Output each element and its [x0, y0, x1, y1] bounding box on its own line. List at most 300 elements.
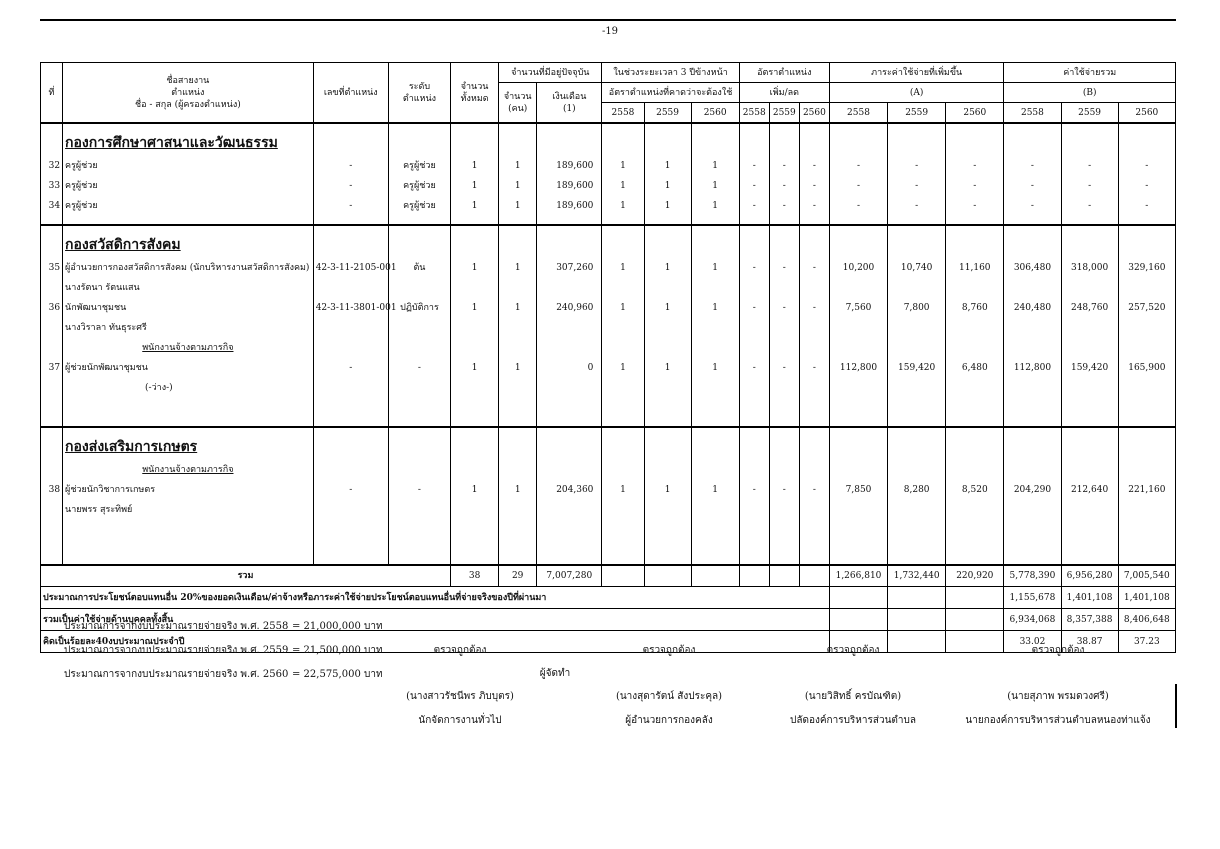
burden-value: - [888, 156, 946, 176]
cost-value: 306,480 [1004, 258, 1061, 298]
future-rate: 1 [691, 338, 739, 427]
current-salary: 204,360 [537, 460, 602, 540]
holder-name: นางรัตนา รัตนแสน [65, 283, 140, 293]
rate-change: - [769, 338, 799, 427]
col-burden-sub: (A) [829, 83, 1003, 103]
empty-cell [602, 565, 644, 587]
rate-change: - [739, 298, 769, 338]
empty-cell [451, 427, 499, 460]
burden-value: - [946, 156, 1004, 176]
burden-value: 10,200 [829, 258, 887, 298]
section-title-text: กองส่งเสริมการเกษตร [65, 439, 198, 455]
position-level: ครูผู้ช่วย [388, 156, 450, 176]
year-header-change-2559: 2559 [769, 103, 799, 124]
empty-cell [499, 427, 537, 460]
budget-note-text: ประมาณการจากงบประมาณรายจ่ายจริง พ.ศ. 2558 [64, 621, 289, 632]
future-rate: 1 [691, 156, 739, 176]
empty-cell [888, 540, 946, 565]
total-count: 1 [451, 156, 499, 176]
cost-value: - [1061, 196, 1118, 225]
empty-cell [946, 225, 1004, 258]
cost-value: 159,420 [1061, 338, 1118, 427]
empty-cell [313, 427, 388, 460]
check-label: ตรวจถูกต้อง [826, 645, 880, 656]
col-change-header: อัตราตำแหน่ง [739, 63, 829, 83]
signer-title: ปลัดองค์การบริหารส่วนตำบล [789, 715, 917, 726]
year-header-change-2558: 2558 [739, 103, 769, 124]
rate-change: - [739, 176, 769, 196]
cost-value: 329,160 [1118, 258, 1175, 298]
year-header-future-2560: 2560 [691, 103, 739, 124]
subsection-label: พนักงานจ้างตามภารกิจ [142, 465, 234, 475]
table-row [41, 156, 1176, 176]
future-rate: 1 [602, 196, 644, 225]
budget-note-value: = 21,000,000 บาท [292, 621, 383, 632]
col-level-header: ระดับ ตำแหน่ง [388, 63, 450, 124]
empty-cell [769, 123, 799, 156]
future-rate: 1 [644, 338, 691, 427]
summary-value: 8,406,648 [1118, 609, 1175, 631]
table-row [41, 258, 1176, 298]
position-level: - [388, 460, 450, 540]
burden-value: 11,160 [946, 258, 1004, 298]
position-cell [63, 176, 314, 196]
empty-cell [537, 123, 602, 156]
rate-change: - [769, 298, 799, 338]
empty-cell [799, 565, 829, 587]
row-number: 34 [41, 196, 63, 225]
row-number: 33 [41, 176, 63, 196]
position-name: ครูผู้ช่วย [65, 181, 98, 191]
summary-label: ประมาณการประโยชน์ตอบแทนอื่น 20%ของยอดเงินเดือน/ค่าจ้างหรือภาระค่าใช้จ่ายประโยชน์ตอบแทนอื่นที่จ่ายจริงของปีที่ผ่านมา [41, 587, 830, 609]
total-count: 1 [451, 298, 499, 338]
empty-cell [537, 225, 602, 258]
empty-cell [829, 587, 887, 609]
rate-change: - [799, 258, 829, 298]
future-rate: 1 [691, 176, 739, 196]
empty-cell [499, 540, 537, 565]
future-rate: 1 [602, 176, 644, 196]
check-label: ตรวจถูกต้อง [642, 645, 696, 656]
empty-cell [946, 587, 1004, 609]
signer-name: (นางสาวรัชนีพร ภิบบุตร) [406, 691, 514, 702]
budget-note-text: ประมาณการจากงบประมาณรายจ่ายจริง พ.ศ. 2559 [64, 645, 289, 656]
row-number: 35 [41, 258, 63, 298]
burden-value: 8,760 [946, 298, 1004, 338]
empty-cell [1118, 123, 1175, 156]
position-number: 42-3-11-2105-001 [313, 258, 388, 298]
cost-total: 6,956,280 [1061, 565, 1118, 587]
empty-cell [691, 427, 739, 460]
position-name: ผู้ช่วยนักวิชาการเกษตร [65, 485, 156, 495]
signer-name: (นายวิสิทธิ์ ครบัณฑิต) [804, 691, 902, 702]
burden-value: 10,740 [888, 258, 946, 298]
right-edge-bar [1175, 684, 1177, 728]
position-cell [63, 196, 314, 225]
current-count: 1 [499, 196, 537, 225]
empty-cell [1004, 540, 1061, 565]
total-count: 38 [451, 565, 499, 587]
cost-value: - [1061, 156, 1118, 176]
empty-cell [644, 540, 691, 565]
table-row [41, 460, 1176, 540]
burden-total: 220,920 [946, 565, 1004, 587]
current-salary: 0 [537, 338, 602, 427]
summary-label: คิดเป็นร้อยละ40งบประมาณประจำปี [41, 631, 830, 653]
empty-cell [388, 540, 450, 565]
year-header-burden-2559: 2559 [888, 103, 946, 124]
position-number: - [313, 196, 388, 225]
empty-cell [739, 123, 769, 156]
burden-value: - [888, 176, 946, 196]
empty-cell [799, 123, 829, 156]
cost-value: - [1118, 176, 1175, 196]
holder-name: นายพรร สุระทิพย์ [65, 505, 133, 515]
empty-cell [946, 123, 1004, 156]
empty-cell [41, 540, 63, 565]
empty-cell [888, 587, 946, 609]
year-header-cost-2558: 2558 [1004, 103, 1061, 124]
rate-change: - [739, 258, 769, 298]
burden-value: 8,520 [946, 460, 1004, 540]
current-count: 1 [499, 338, 537, 427]
empty-cell [1118, 225, 1175, 258]
cost-value: - [1118, 196, 1175, 225]
rate-change: - [769, 460, 799, 540]
signer-title: ผู้อำนวยการกองคลัง [625, 715, 713, 726]
year-header-burden-2560: 2560 [946, 103, 1004, 124]
budget-note-text: ประมาณการจากงบประมาณรายจ่ายจริง พ.ศ. 2560 [64, 669, 289, 680]
empty-cell [41, 225, 63, 258]
rate-change: - [799, 156, 829, 176]
holder-name: นางวิราลา ทันธุระศรี [65, 323, 147, 333]
empty-cell [739, 225, 769, 258]
col-current-header: จำนวนที่มีอยู่ปัจจุบัน [499, 63, 602, 83]
empty-cell [644, 565, 691, 587]
rate-change: - [739, 196, 769, 225]
position-name: นักพัฒนาชุมชน [65, 303, 127, 313]
burden-value: 6,480 [946, 338, 1004, 427]
col-name-header: ชื่อสายงาน ตำแหน่ง ชื่อ - สกุล (ผู้ครองตำแหน่ง) [63, 63, 314, 124]
table-row [41, 298, 1176, 338]
rate-change: - [739, 156, 769, 176]
table-row [41, 176, 1176, 196]
empty-cell [888, 123, 946, 156]
rate-change: - [799, 460, 829, 540]
burden-value: - [946, 176, 1004, 196]
cost-value: - [1004, 196, 1061, 225]
row-number: 32 [41, 156, 63, 176]
summary-value: 37.23 [1118, 631, 1175, 653]
empty-cell [799, 427, 829, 460]
rate-change: - [799, 298, 829, 338]
position-level: ต้น [388, 258, 450, 298]
future-rate: 1 [691, 196, 739, 225]
position-number: 42-3-11-3801-001 [313, 298, 388, 338]
rate-change: - [769, 176, 799, 196]
empty-cell [602, 540, 644, 565]
cost-value: - [1118, 156, 1175, 176]
burden-value: 7,850 [829, 460, 887, 540]
section-header-row [41, 427, 1176, 460]
burden-value: - [829, 176, 887, 196]
summary-value: 1,155,678 [1004, 587, 1061, 609]
empty-cell [829, 540, 887, 565]
current-salary: 189,600 [537, 176, 602, 196]
check-label: ตรวจถูกต้อง [433, 645, 487, 656]
col-future-sub: อัตราตำแหน่งที่คาดว่าจะต้องใช้ [602, 83, 739, 103]
current-salary: 189,600 [537, 196, 602, 225]
position-cell [63, 338, 314, 427]
section-title [63, 225, 314, 258]
empty-cell [602, 123, 644, 156]
rate-change: - [739, 460, 769, 540]
empty-cell [769, 427, 799, 460]
empty-cell [799, 540, 829, 565]
section-title-text: กองการศึกษาศาสนาและวัฒนธรรม [65, 135, 278, 151]
burden-value: 7,560 [829, 298, 887, 338]
empty-cell [388, 123, 450, 156]
future-rate: 1 [602, 156, 644, 176]
empty-cell [739, 565, 769, 587]
empty-cell [829, 609, 887, 631]
empty-cell [63, 540, 314, 565]
signer-title: นักจัดการงานทั่วไป [418, 715, 502, 726]
empty-cell [388, 225, 450, 258]
future-rate: 1 [691, 460, 739, 540]
future-rate: 1 [602, 298, 644, 338]
cost-total: 7,005,540 [1118, 565, 1175, 587]
burden-total: 1,266,810 [829, 565, 887, 587]
rate-change: - [769, 156, 799, 176]
cost-value: 112,800 [1004, 338, 1061, 427]
future-rate: 1 [644, 176, 691, 196]
future-rate: 1 [602, 258, 644, 298]
summary-value: 8,357,388 [1061, 609, 1118, 631]
empty-cell [313, 123, 388, 156]
summary-value: 38.87 [1061, 631, 1118, 653]
empty-cell [691, 565, 739, 587]
budget-note-value: = 21,500,000 บาท [292, 645, 383, 656]
summary-value: 1,401,108 [1118, 587, 1175, 609]
page-number: -19 [601, 26, 619, 37]
burden-value: 8,280 [888, 460, 946, 540]
burden-total: 1,732,440 [888, 565, 946, 587]
current-count: 1 [499, 460, 537, 540]
empty-cell [1004, 427, 1061, 460]
year-header-cost-2559: 2559 [1061, 103, 1118, 124]
col-posno-header: เลขที่ตำแหน่ง [313, 63, 388, 124]
position-number: - [313, 338, 388, 427]
check-label: ตรวจถูกต้อง [1031, 645, 1085, 656]
empty-cell [769, 565, 799, 587]
empty-cell [739, 540, 769, 565]
future-rate: 1 [602, 460, 644, 540]
empty-cell [313, 225, 388, 258]
empty-cell [1061, 540, 1118, 565]
row-number: 36 [41, 298, 63, 338]
maker-label: ผู้จัดทำ [539, 668, 571, 679]
position-name: ครูผู้ช่วย [65, 161, 98, 171]
future-rate: 1 [602, 338, 644, 427]
position-number: - [313, 156, 388, 176]
signer-name: (นายสุภาพ พรมดวงศรี) [1007, 691, 1109, 702]
col-cost-sub: (B) [1004, 83, 1176, 103]
current-count: 1 [499, 156, 537, 176]
position-cell [63, 258, 314, 298]
col-total-header: จำนวน ทั้งหมด [451, 63, 499, 124]
total-count: 1 [451, 258, 499, 298]
empty-cell [888, 225, 946, 258]
current-count: 1 [499, 298, 537, 338]
budget-note-value: = 22,575,000 บาท [292, 669, 383, 680]
current-count-total: 29 [499, 565, 537, 587]
rate-change: - [799, 176, 829, 196]
total-label: รวม [41, 565, 451, 587]
empty-cell [769, 540, 799, 565]
current-count: 1 [499, 258, 537, 298]
total-count: 1 [451, 176, 499, 196]
top-rule [40, 19, 1176, 21]
cost-value: 204,290 [1004, 460, 1061, 540]
col-salary-header: เงินเดือน (1) [537, 83, 602, 124]
empty-cell [799, 225, 829, 258]
empty-cell [769, 225, 799, 258]
position-level: ปฏิบัติการ [388, 298, 450, 338]
summary-value: 33.02 [1004, 631, 1061, 653]
future-rate: 1 [644, 298, 691, 338]
empty-cell [691, 225, 739, 258]
empty-cell [946, 609, 1004, 631]
row-number: 38 [41, 460, 63, 540]
future-rate: 1 [644, 258, 691, 298]
col-no-header: ที่ [41, 63, 63, 124]
rate-change: - [769, 258, 799, 298]
position-cell [63, 156, 314, 176]
section-title [63, 427, 314, 460]
position-name: ผู้อำนวยการกองสวัสดิการสังคม (นักบริหารงานสวัสดิการสังคม) [65, 263, 310, 273]
rate-change: - [739, 338, 769, 427]
holder-name: (-ว่าง-) [145, 383, 173, 393]
signer-title: นายกองค์การบริหารส่วนตำบลหนองท่าแจ้ง [965, 715, 1151, 726]
cost-value: 318,000 [1061, 258, 1118, 298]
position-number: - [313, 460, 388, 540]
position-cell [63, 298, 314, 338]
empty-cell [829, 225, 887, 258]
empty-cell [537, 427, 602, 460]
col-cost-header: ค่าใช้จ่ายรวม [1004, 63, 1176, 83]
year-header-cost-2560: 2560 [1118, 103, 1175, 124]
col-future-header: ในช่วงระยะเวลา 3 ปีข้างหน้า [602, 63, 739, 83]
empty-cell [602, 225, 644, 258]
burden-value: 7,800 [888, 298, 946, 338]
section-header-row [41, 123, 1176, 156]
cost-value: - [1004, 156, 1061, 176]
empty-cell [451, 540, 499, 565]
burden-value: - [829, 196, 887, 225]
section-title [63, 123, 314, 156]
burden-value: - [946, 196, 1004, 225]
empty-cell [644, 225, 691, 258]
position-name: ผู้ช่วยนักพัฒนาชุมชน [65, 363, 148, 373]
total-row [41, 565, 1176, 587]
cost-value: 165,900 [1118, 338, 1175, 427]
empty-cell [1061, 427, 1118, 460]
year-header-future-2558: 2558 [602, 103, 644, 124]
empty-cell [41, 123, 63, 156]
empty-cell [1004, 123, 1061, 156]
future-rate: 1 [644, 196, 691, 225]
burden-value: - [888, 196, 946, 225]
section-header-row [41, 225, 1176, 258]
year-header-change-2560: 2560 [799, 103, 829, 124]
summary-label: รวมเป็นค่าใช้จ่ายด้านบุคคลทั้งสิ้น [41, 609, 830, 631]
empty-cell [739, 427, 769, 460]
current-salary: 307,260 [537, 258, 602, 298]
position-level: ครูผู้ช่วย [388, 196, 450, 225]
year-header-future-2559: 2559 [644, 103, 691, 124]
summary-value: 6,934,068 [1004, 609, 1061, 631]
empty-cell [1061, 225, 1118, 258]
total-count: 1 [451, 338, 499, 427]
cost-total: 5,778,390 [1004, 565, 1061, 587]
manpower-table [40, 62, 1176, 653]
rate-change: - [799, 196, 829, 225]
empty-cell [388, 427, 450, 460]
current-count: 1 [499, 176, 537, 196]
table-row [41, 196, 1176, 225]
cost-value: - [1004, 176, 1061, 196]
empty-cell [602, 427, 644, 460]
cost-value: 240,480 [1004, 298, 1061, 338]
empty-cell [888, 609, 946, 631]
position-number: - [313, 176, 388, 196]
position-level: - [388, 338, 450, 427]
summary-row [41, 587, 1176, 609]
position-level: ครูผู้ช่วย [388, 176, 450, 196]
row-number: 37 [41, 338, 63, 427]
empty-cell [691, 123, 739, 156]
future-rate: 1 [644, 460, 691, 540]
empty-cell [451, 225, 499, 258]
col-burden-header: ภาระค่าใช้จ่ายที่เพิ่มขึ้น [829, 63, 1003, 83]
burden-value: 159,420 [888, 338, 946, 427]
empty-cell [829, 123, 887, 156]
subsection-label: พนักงานจ้างตามภารกิจ [142, 343, 234, 353]
empty-cell [1118, 540, 1175, 565]
total-count: 1 [451, 196, 499, 225]
future-rate: 1 [691, 298, 739, 338]
year-header-burden-2558: 2558 [829, 103, 887, 124]
position-cell [63, 460, 314, 540]
table-row [41, 338, 1176, 427]
empty-cell [691, 540, 739, 565]
cost-value: 257,520 [1118, 298, 1175, 338]
empty-cell [888, 427, 946, 460]
col-count-header: จำนวน (คน) [499, 83, 537, 124]
empty-cell [537, 540, 602, 565]
cost-value: 212,640 [1061, 460, 1118, 540]
future-rate: 1 [644, 156, 691, 176]
future-rate: 1 [691, 258, 739, 298]
rate-change: - [799, 338, 829, 427]
col-change-sub: เพิ่ม/ลด [739, 83, 829, 103]
summary-value: 1,401,108 [1061, 587, 1118, 609]
empty-cell [946, 540, 1004, 565]
position-name: ครูผู้ช่วย [65, 201, 98, 211]
empty-cell [1061, 123, 1118, 156]
empty-cell [313, 540, 388, 565]
